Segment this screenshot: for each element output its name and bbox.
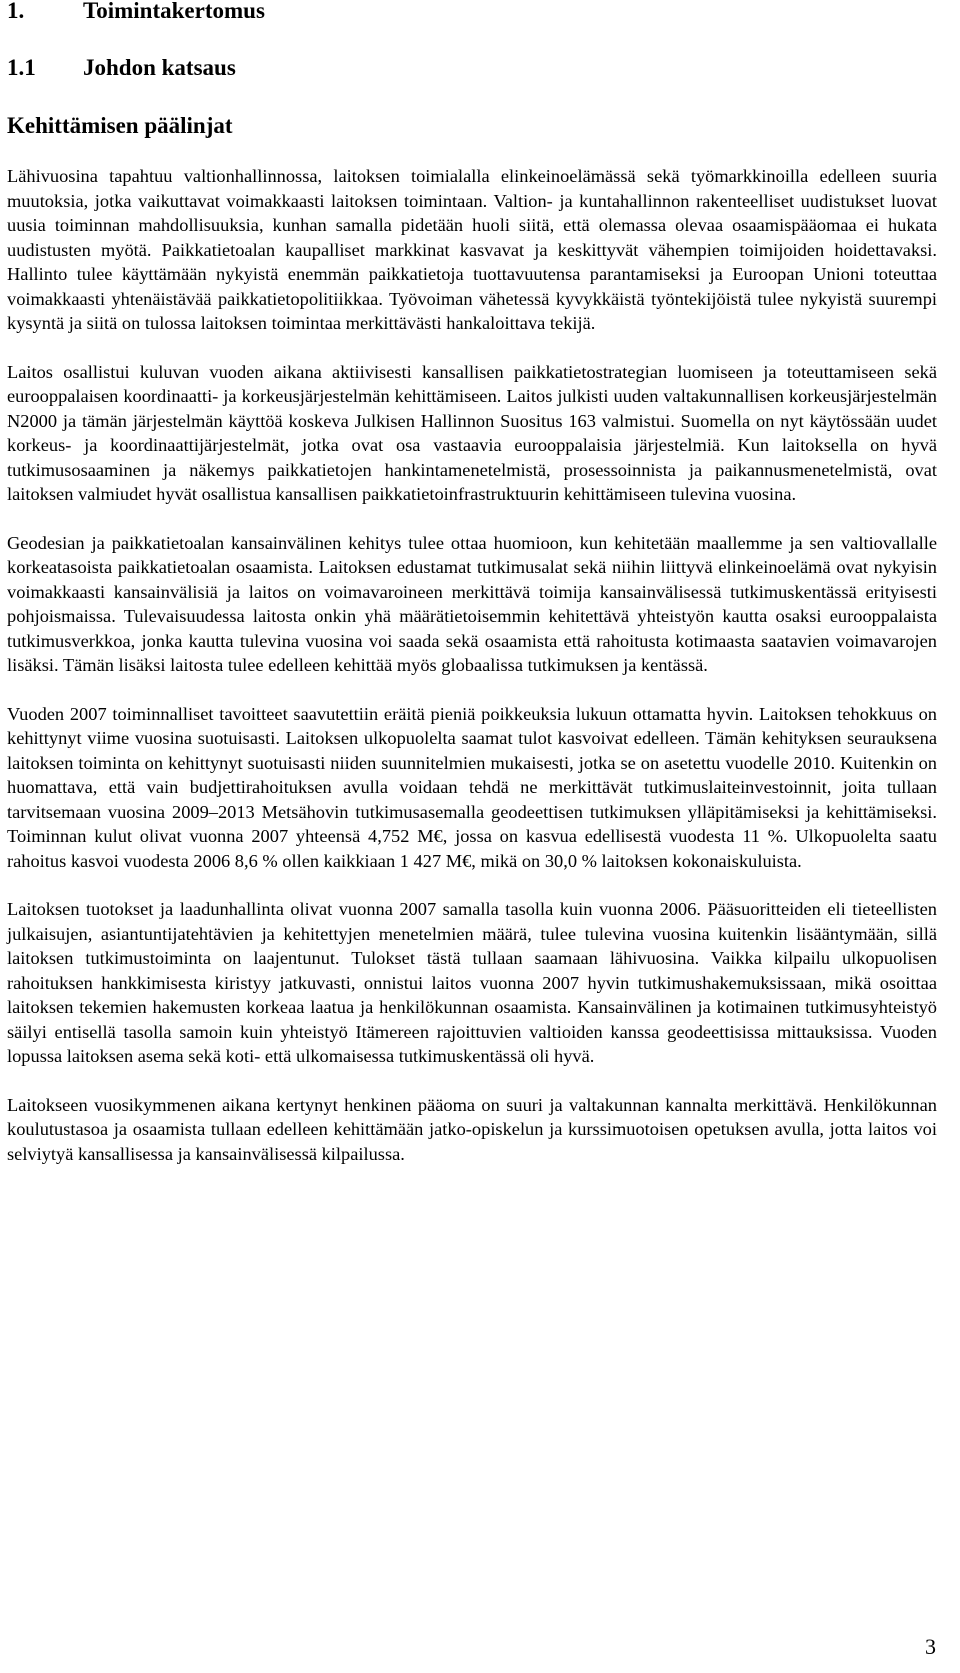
chapter-heading xyxy=(7,0,265,24)
section-title: Johdon katsaus xyxy=(83,55,236,80)
paragraph-6: Laitokseen vuosikymmenen aikana kertynyt henkinen pääoma on suuri ja valtakunnan kannalta merkittävä. Henkilökunnan koulutustasoa ja osaamista tullaan edelleen kehittämään jatko-opiskelun ja kurssimuotoisen opetuksen avulla, jotta laitos voi selviytyä kansallisessa ja kansainvälisessä kilpailussa. xyxy=(7,1094,937,1164)
paragraph-2: Laitos osallistui kuluvan vuoden aikana aktiivisesti kansallisen paikkatietostrategian luomiseen ja toteuttamiseen sekä eurooppalaisen koordinaatti- ja korkeusjärjestelmän kehittämiseen. Laitos julkisti uuden valtakunnallisen korkeusjärjestelmän N2000 ja tämän järjestelmän käyttöä koskeva Julkisen Hallinnon Suositus 163 valmistui. Suomella on nyt käytössään uudet korkeus- ja koordinaattijärjestelmät, jotka ovat osa vastaavia eurooppalaisia järjestelmiä. Kun laitoksella on hyvä tutkimusosaaminen ja näkemys paikkatietojen hankintamenetelmistä, prosessoinnista ja paikannusmenetelmistä, ovat laitoksen valmiudet hyvät osallistua kansallisen paikkatietoinfrastruktuurin kehittämiseen tulevina vuosina. xyxy=(7,361,937,504)
chapter-number: 1. xyxy=(7,0,25,23)
section-heading xyxy=(7,55,236,81)
body-text xyxy=(7,164,937,1190)
paragraph-3: Geodesian ja paikkatietoalan kansainvälinen kehitys tulee ottaa huomioon, kun kehitetään maallemme ja sen valtiovallalle korkeatasoista paikkatietoalan osaamista. Laitoksen edustamat tutkimusalat sekä niihin liittyvä elinkeinoelämä ovat nykyisin voimakkaasti kansainvälisiä ja laitos on voimavaroineen merkittävä toimija kansainvälisessä tutkimuskentässä erityisesti pohjoismaissa. Tulevaisuudessa laitosta onkin yhä määrätietoisemmin kehitettävä yhteistyön kautta osaksi eurooppalaista tutkimusverkkoa, jonka kautta tulevina vuosina voi saada sekä osaamista että rahoitusta kotimaasta saatavien voimavarojen lisäksi. Tämän lisäksi laitosta tulee edelleen kehittää myös globaalissa tutkimuksen ja kentässä. xyxy=(7,532,937,675)
paragraph-5: Laitoksen tuotokset ja laadunhallinta olivat vuonna 2007 samalla tasolla kuin vuonna 2006. Pääsuoritteiden eli tieteellisten julkaisujen, asiantuntijatehtävien ja kehitettyjen menetelmien määrä, tulee tulevina vuosina kuitenkin lisääntymään, sillä laitoksen tutkimustoiminta on laajentunut. Tulokset tästä tullaan saamaan lähivuosina. Vaikka kilpailu ulkopuolisen rahoituksen hankkimisesta kiristyy jatkuvasti, onnistui laitos vuonna 2007 hyvin tutkimushakemuksissaan, mikä osoittaa laitoksen tekemien hakemusten korkeaa laatua ja henkilökunnan osaamista. Kansainvälinen ja kotimainen tutkimusyhteistyö säilyi entisellä tasolla samoin kuin yhteistyö Itämereen rajoittuvien valtioiden kanssa geodeettisissa mittauksissa. Vuoden lopussa laitoksen asema sekä koti- että ulkomaisessa tutkimuskentässä oli hyvä. xyxy=(7,899,937,1066)
subsection-heading: Kehittämisen päälinjat xyxy=(7,113,233,138)
section-number: 1.1 xyxy=(7,55,36,80)
chapter-title: Toimintakertomus xyxy=(83,0,265,23)
page-number: 3 xyxy=(925,1634,936,1659)
paragraph-1: Lähivuosina tapahtuu valtionhallinnossa, laitoksen toimialalla elinkeinoelämässä sekä työmarkkinoilla edelleen suuria muutoksia, jotka vaikuttavat voimakkaasti laitoksen toimintaan. Valtion- ja kuntahallinnon rakenteelliset uudistukset luovat uusia toiminnan mahdollisuuksia, kunhan samalla pidetään huoli siitä, että olemassa olevaa osaamispääomaa ei hukata uudistusten myötä. Paikkatietoalan kaupalliset markkinat kasvavat ja keskittyvät vähempien toimijoiden hoidettavaksi. Hallinto tulee käyttämään nykyistä enemmän paikkatietoja tuottavuutensa parantamiseksi ja Euroopan Unioni toteuttaa voimakkaasti yhtenäistävää paikkatietopolitiikkaa. Työvoiman vähetessä kyvykkäistä työntekijöistä tulee nykyistä suurempi kysyntä ja siitä on tulossa laitoksen toimintaa merkittävästi hankaloittava tekijä. xyxy=(7,166,937,333)
paragraph-4: Vuoden 2007 toiminnalliset tavoitteet saavutettiin eräitä pieniä poikkeuksia lukuun ottamatta hyvin. Laitoksen tehokkuus on kehittynyt viime vuosina suotuisasti. Laitoksen ulkopuolelta saamat tulot kasvoivat edelleen. Tämän kehityksen seurauksena laitoksen toiminta on kehittynyt suotuisasti niiden suunnitelmien mukaisesti, jotka se on asetettu vuodelle 2010. Kuitenkin on huomattava, että vain budjettirahoituksen avulla voidaan tehdä ne merkittävät tutkimuslaiteinvestoinnit, joita tullaan tarvitsemaan vuosina 2009–2013 Metsähovin tutkimusasemalla geodeettisen tutkimuksen ylläpitämiseksi ja kehittämiseksi. Toiminnan kulut olivat vuonna 2007 yhteensä 4,752 M€, jossa on kasvua edellisestä vuodesta 11 %. Ulkopuolelta saatu rahoitus kasvoi vuodesta 2006 8,6 % ollen kaikkiaan 1 427 M€, mikä on 30,0 % laitoksen kokonaiskuluista. xyxy=(7,703,937,871)
